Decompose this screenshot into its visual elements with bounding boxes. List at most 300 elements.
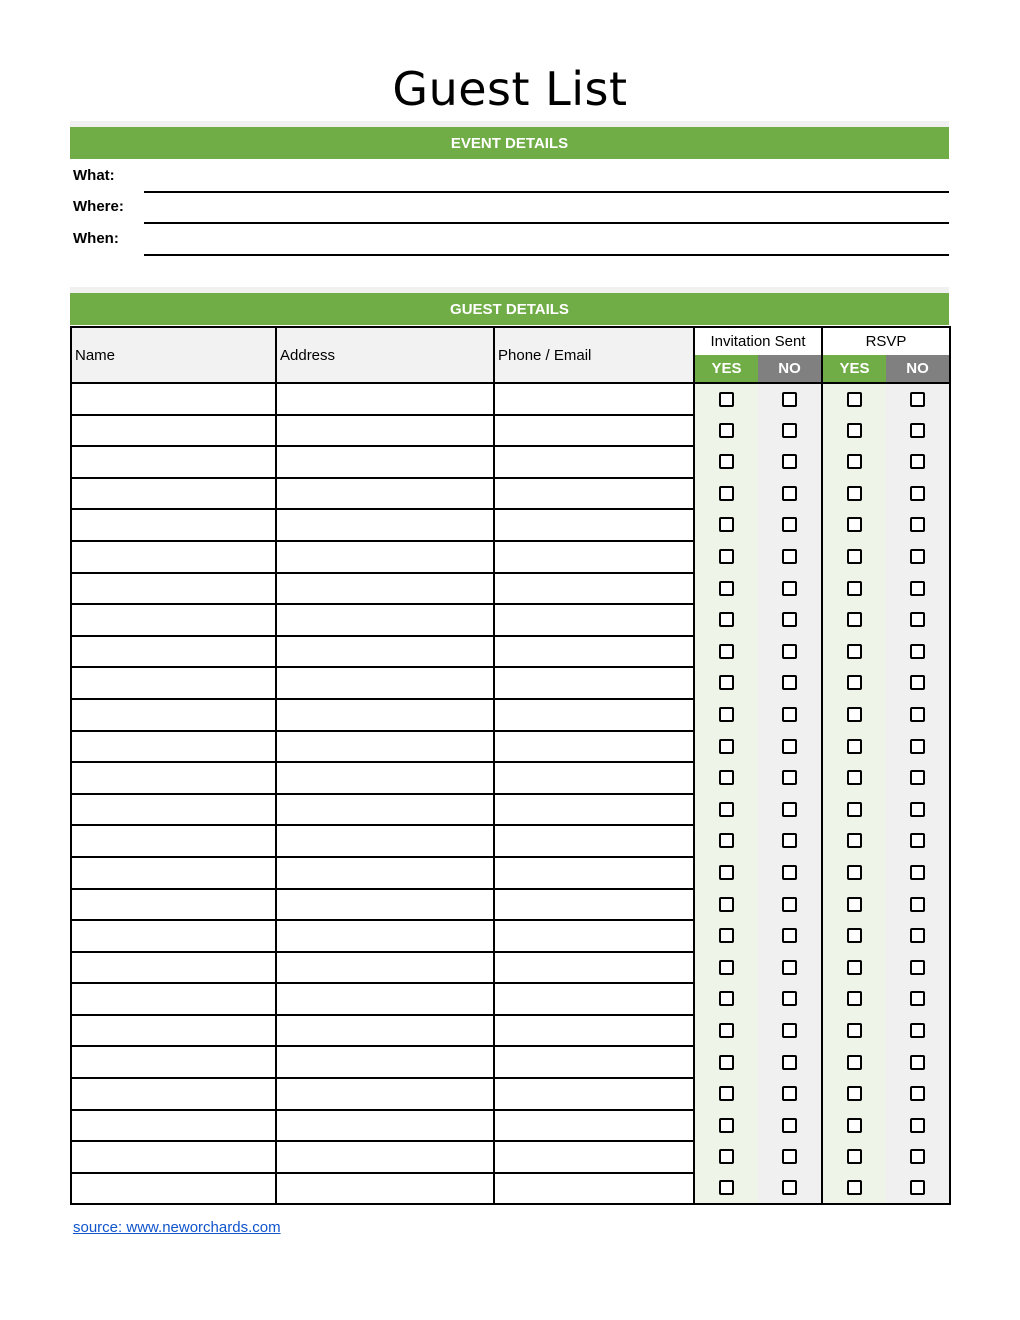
guest-address-cell[interactable]	[276, 478, 494, 510]
guest-phone-email-cell[interactable]	[494, 667, 694, 699]
guest-name-cell[interactable]	[71, 983, 276, 1015]
rsvp-no-checkbox[interactable]	[910, 770, 925, 785]
rsvp-no-cell	[886, 699, 950, 731]
invitation-no-checkbox[interactable]	[782, 1180, 797, 1195]
column-header-invitation-sent: Invitation Sent	[694, 327, 822, 355]
guest-name-cell[interactable]	[71, 857, 276, 889]
guest-name-cell[interactable]	[71, 1141, 276, 1173]
guest-phone-email-cell[interactable]	[494, 1046, 694, 1078]
invitation-yes-checkbox[interactable]	[719, 1180, 734, 1195]
rsvp-no-checkbox[interactable]	[910, 1023, 925, 1038]
invitation-no-checkbox[interactable]	[782, 770, 797, 785]
rsvp-yes-checkbox[interactable]	[847, 928, 862, 943]
invitation-no-cell	[758, 889, 822, 921]
rsvp-yes-cell	[822, 1173, 886, 1205]
rsvp-no-checkbox[interactable]	[910, 517, 925, 532]
rsvp-yes-cell	[822, 383, 886, 415]
invitation-yes-checkbox[interactable]	[719, 486, 734, 501]
invitation-yes-checkbox[interactable]	[719, 549, 734, 564]
invitation-yes-checkbox[interactable]	[719, 675, 734, 690]
where-label: Where:	[73, 198, 124, 215]
invitation-yes-checkbox[interactable]	[719, 770, 734, 785]
rsvp-yes-checkbox[interactable]	[847, 1118, 862, 1133]
invitation-no-cell	[758, 699, 822, 731]
rsvp-no-cell	[886, 1015, 950, 1047]
invitation-yes-cell	[694, 983, 758, 1015]
invitation-yes-checkbox[interactable]	[719, 612, 734, 627]
rsvp-no-checkbox[interactable]	[910, 1055, 925, 1070]
rsvp-yes-checkbox[interactable]	[847, 960, 862, 975]
invitation-yes-checkbox[interactable]	[719, 454, 734, 469]
table-row	[71, 699, 950, 731]
guest-name-cell[interactable]	[71, 825, 276, 857]
guest-address-cell[interactable]	[276, 383, 494, 415]
guest-phone-email-cell[interactable]	[494, 889, 694, 921]
guest-address-cell[interactable]	[276, 541, 494, 573]
invitation-yes-cell	[694, 1173, 758, 1205]
rsvp-yes-checkbox[interactable]	[847, 423, 862, 438]
table-row	[71, 1078, 950, 1110]
guest-name-cell[interactable]	[71, 952, 276, 984]
guest-address-cell[interactable]	[276, 794, 494, 826]
invitation-no-checkbox[interactable]	[782, 392, 797, 407]
invitation-no-cell	[758, 667, 822, 699]
invitation-yes-cell	[694, 1078, 758, 1110]
guest-name-cell[interactable]	[71, 1015, 276, 1047]
rsvp-no-checkbox[interactable]	[910, 1118, 925, 1133]
rsvp-no-cell	[886, 952, 950, 984]
invitation-no-cell	[758, 1078, 822, 1110]
guest-name-cell[interactable]	[71, 573, 276, 605]
invitation-yes-cell	[694, 604, 758, 636]
what-field[interactable]	[144, 165, 949, 193]
guest-address-cell[interactable]	[276, 667, 494, 699]
rsvp-no-cell	[886, 731, 950, 763]
invitation-yes-checkbox[interactable]	[719, 865, 734, 880]
guest-phone-email-cell[interactable]	[494, 573, 694, 605]
guest-address-cell[interactable]	[276, 857, 494, 889]
table-row	[71, 794, 950, 826]
invitation-no-checkbox[interactable]	[782, 960, 797, 975]
rsvp-yes-checkbox[interactable]	[847, 392, 862, 407]
table-row	[71, 541, 950, 573]
invitation-no-checkbox[interactable]	[782, 833, 797, 848]
invitation-no-checkbox[interactable]	[782, 928, 797, 943]
invitation-no-checkbox[interactable]	[782, 1086, 797, 1101]
guest-name-cell[interactable]	[71, 509, 276, 541]
guest-address-cell[interactable]	[276, 509, 494, 541]
table-row	[71, 983, 950, 1015]
table-row	[71, 604, 950, 636]
rsvp-yes-checkbox[interactable]	[847, 833, 862, 848]
rsvp-no-cell	[886, 983, 950, 1015]
guest-name-cell[interactable]	[71, 1078, 276, 1110]
rsvp-no-cell	[886, 573, 950, 605]
table-row	[71, 1173, 950, 1205]
invitation-yes-checkbox[interactable]	[719, 739, 734, 754]
rsvp-yes-checkbox[interactable]	[847, 1023, 862, 1038]
rsvp-no-checkbox[interactable]	[910, 644, 925, 659]
table-row	[71, 446, 950, 478]
rsvp-yes-checkbox[interactable]	[847, 486, 862, 501]
guest-address-cell[interactable]	[276, 1141, 494, 1173]
rsvp-yes-checkbox[interactable]	[847, 739, 862, 754]
invitation-no-checkbox[interactable]	[782, 991, 797, 1006]
rsvp-no-checkbox[interactable]	[910, 1180, 925, 1195]
rsvp-yes-checkbox[interactable]	[847, 581, 862, 596]
rsvp-no-header: NO	[886, 355, 950, 383]
rsvp-yes-checkbox[interactable]	[847, 865, 862, 880]
invitation-yes-checkbox[interactable]	[719, 1086, 734, 1101]
invitation-yes-cell	[694, 478, 758, 510]
guest-phone-email-cell[interactable]	[494, 794, 694, 826]
rsvp-yes-cell	[822, 920, 886, 952]
invitation-no-checkbox[interactable]	[782, 612, 797, 627]
rsvp-no-cell	[886, 794, 950, 826]
guest-address-cell[interactable]	[276, 889, 494, 921]
invitation-yes-checkbox[interactable]	[719, 897, 734, 912]
table-row	[71, 1110, 950, 1142]
invitation-yes-cell	[694, 952, 758, 984]
table-row	[71, 952, 950, 984]
invitation-no-cell	[758, 1141, 822, 1173]
rsvp-no-cell	[886, 446, 950, 478]
guest-phone-email-cell[interactable]	[494, 1015, 694, 1047]
invitation-yes-checkbox[interactable]	[719, 707, 734, 722]
rsvp-no-checkbox[interactable]	[910, 928, 925, 943]
invitation-yes-checkbox[interactable]	[719, 802, 734, 817]
invitation-yes-cell	[694, 636, 758, 668]
invitation-yes-cell	[694, 920, 758, 952]
rsvp-no-cell	[886, 1078, 950, 1110]
invitation-no-cell	[758, 1015, 822, 1047]
invitation-yes-checkbox[interactable]	[719, 517, 734, 532]
invitation-no-checkbox[interactable]	[782, 454, 797, 469]
invitation-no-checkbox[interactable]	[782, 423, 797, 438]
rsvp-yes-checkbox[interactable]	[847, 612, 862, 627]
guest-address-cell[interactable]	[276, 1046, 494, 1078]
guest-phone-email-cell[interactable]	[494, 731, 694, 763]
guest-name-cell[interactable]	[71, 478, 276, 510]
guest-phone-email-cell[interactable]	[494, 636, 694, 668]
rsvp-yes-checkbox[interactable]	[847, 1055, 862, 1070]
rsvp-yes-cell	[822, 762, 886, 794]
guest-address-cell[interactable]	[276, 920, 494, 952]
invitation-yes-checkbox[interactable]	[719, 928, 734, 943]
rsvp-yes-cell	[822, 825, 886, 857]
invitation-yes-checkbox[interactable]	[719, 1149, 734, 1164]
invitation-no-checkbox[interactable]	[782, 802, 797, 817]
rsvp-no-checkbox[interactable]	[910, 612, 925, 627]
guest-name-cell[interactable]	[71, 1046, 276, 1078]
rsvp-yes-cell	[822, 541, 886, 573]
when-label: When:	[73, 230, 119, 247]
table-row	[71, 636, 950, 668]
rsvp-yes-checkbox[interactable]	[847, 675, 862, 690]
table-row	[71, 857, 950, 889]
source-link[interactable]: source: www.neworchards.com	[73, 1219, 281, 1236]
column-header-address: Address	[276, 327, 494, 383]
rsvp-yes-cell	[822, 1015, 886, 1047]
rsvp-no-checkbox[interactable]	[910, 960, 925, 975]
guest-address-cell[interactable]	[276, 762, 494, 794]
guest-phone-email-cell[interactable]	[494, 857, 694, 889]
guest-phone-email-cell[interactable]	[494, 446, 694, 478]
invitation-no-cell	[758, 509, 822, 541]
invitation-no-checkbox[interactable]	[782, 1118, 797, 1133]
rsvp-no-cell	[886, 1110, 950, 1142]
invitation-no-cell	[758, 794, 822, 826]
guest-name-cell[interactable]	[71, 415, 276, 447]
guest-address-cell[interactable]	[276, 825, 494, 857]
invitation-no-checkbox[interactable]	[782, 517, 797, 532]
invitation-no-checkbox[interactable]	[782, 486, 797, 501]
guest-phone-email-cell[interactable]	[494, 699, 694, 731]
guest-phone-email-cell[interactable]	[494, 383, 694, 415]
invitation-no-cell	[758, 383, 822, 415]
rsvp-no-cell	[886, 825, 950, 857]
rsvp-yes-cell	[822, 731, 886, 763]
guest-phone-email-cell[interactable]	[494, 1173, 694, 1205]
guest-address-cell[interactable]	[276, 1110, 494, 1142]
rsvp-yes-checkbox[interactable]	[847, 644, 862, 659]
invitation-no-cell	[758, 541, 822, 573]
table-row	[71, 762, 950, 794]
invitation-yes-cell	[694, 446, 758, 478]
rsvp-no-cell	[886, 920, 950, 952]
guest-name-cell[interactable]	[71, 541, 276, 573]
guest-phone-email-cell[interactable]	[494, 825, 694, 857]
guest-name-cell[interactable]	[71, 1110, 276, 1142]
table-row	[71, 1141, 950, 1173]
table-row	[71, 383, 950, 415]
guest-address-cell[interactable]	[276, 1015, 494, 1047]
rsvp-no-checkbox[interactable]	[910, 739, 925, 754]
invitation-no-checkbox[interactable]	[782, 675, 797, 690]
rsvp-no-checkbox[interactable]	[910, 454, 925, 469]
invitation-yes-cell	[694, 573, 758, 605]
invitation-yes-cell	[694, 1110, 758, 1142]
column-header-rsvp: RSVP	[822, 327, 950, 355]
when-row	[70, 226, 949, 256]
invitation-yes-cell	[694, 857, 758, 889]
invitation-no-cell	[758, 1110, 822, 1142]
guest-table	[70, 326, 951, 1205]
rsvp-yes-checkbox[interactable]	[847, 1180, 862, 1195]
where-field[interactable]	[144, 196, 949, 224]
guest-address-cell[interactable]	[276, 1173, 494, 1205]
rsvp-no-checkbox[interactable]	[910, 675, 925, 690]
rsvp-yes-checkbox[interactable]	[847, 1149, 862, 1164]
rsvp-yes-cell	[822, 573, 886, 605]
invitation-no-checkbox[interactable]	[782, 549, 797, 564]
guest-name-cell[interactable]	[71, 383, 276, 415]
guest-address-cell[interactable]	[276, 636, 494, 668]
invitation-no-cell	[758, 604, 822, 636]
invitation-no-cell	[758, 415, 822, 447]
guest-phone-email-cell[interactable]	[494, 541, 694, 573]
table-row	[71, 415, 950, 447]
guest-name-cell[interactable]	[71, 920, 276, 952]
rsvp-yes-checkbox[interactable]	[847, 802, 862, 817]
when-field[interactable]	[144, 228, 949, 256]
page-title: Guest List	[392, 62, 628, 116]
invitation-yes-cell	[694, 415, 758, 447]
invitation-yes-checkbox[interactable]	[719, 581, 734, 596]
guest-phone-email-cell[interactable]	[494, 509, 694, 541]
rsvp-no-checkbox[interactable]	[910, 581, 925, 596]
invitation-yes-checkbox[interactable]	[719, 960, 734, 975]
guest-phone-email-cell[interactable]	[494, 1110, 694, 1142]
invitation-no-checkbox[interactable]	[782, 865, 797, 880]
guest-name-cell[interactable]	[71, 731, 276, 763]
rsvp-no-cell	[886, 509, 950, 541]
guest-phone-email-cell[interactable]	[494, 920, 694, 952]
guest-address-cell[interactable]	[276, 699, 494, 731]
column-header-phone-email: Phone / Email	[494, 327, 694, 383]
rsvp-no-checkbox[interactable]	[910, 423, 925, 438]
guest-address-cell[interactable]	[276, 731, 494, 763]
invitation-no-cell	[758, 573, 822, 605]
rsvp-no-cell	[886, 857, 950, 889]
rsvp-yes-cell	[822, 667, 886, 699]
invitation-yes-cell	[694, 1141, 758, 1173]
rsvp-yes-cell	[822, 1141, 886, 1173]
rsvp-no-cell	[886, 383, 950, 415]
invitation-no-cell	[758, 1046, 822, 1078]
invitation-no-checkbox[interactable]	[782, 581, 797, 596]
guest-name-cell[interactable]	[71, 699, 276, 731]
guest-name-cell[interactable]	[71, 667, 276, 699]
rsvp-no-cell	[886, 1046, 950, 1078]
rsvp-yes-cell	[822, 983, 886, 1015]
guest-name-cell[interactable]	[71, 636, 276, 668]
rsvp-yes-checkbox[interactable]	[847, 517, 862, 532]
guest-phone-email-cell[interactable]	[494, 1141, 694, 1173]
guest-phone-email-cell[interactable]	[494, 415, 694, 447]
guest-phone-email-cell[interactable]	[494, 983, 694, 1015]
invitation-yes-checkbox[interactable]	[719, 991, 734, 1006]
invitation-yes-cell	[694, 1015, 758, 1047]
guest-address-cell[interactable]	[276, 604, 494, 636]
invitation-yes-cell	[694, 889, 758, 921]
invitation-yes-cell	[694, 1046, 758, 1078]
rsvp-yes-checkbox[interactable]	[847, 1086, 862, 1101]
rsvp-yes-checkbox[interactable]	[847, 707, 862, 722]
invitation-yes-checkbox[interactable]	[719, 644, 734, 659]
guest-name-cell[interactable]	[71, 889, 276, 921]
invitation-no-checkbox[interactable]	[782, 644, 797, 659]
guest-address-cell[interactable]	[276, 1078, 494, 1110]
guest-address-cell[interactable]	[276, 446, 494, 478]
guest-name-cell[interactable]	[71, 446, 276, 478]
invitation-yes-cell	[694, 509, 758, 541]
invitation-yes-checkbox[interactable]	[719, 423, 734, 438]
rsvp-yes-checkbox[interactable]	[847, 549, 862, 564]
guest-phone-email-cell[interactable]	[494, 952, 694, 984]
guest-phone-email-cell[interactable]	[494, 1078, 694, 1110]
invitation-no-checkbox[interactable]	[782, 739, 797, 754]
rsvp-no-cell	[886, 636, 950, 668]
rsvp-no-checkbox[interactable]	[910, 897, 925, 912]
rsvp-no-checkbox[interactable]	[910, 802, 925, 817]
guest-address-cell[interactable]	[276, 952, 494, 984]
invitation-no-header: NO	[758, 355, 822, 383]
rsvp-yes-cell	[822, 699, 886, 731]
invitation-no-checkbox[interactable]	[782, 707, 797, 722]
guest-address-cell[interactable]	[276, 573, 494, 605]
rsvp-yes-checkbox[interactable]	[847, 991, 862, 1006]
guest-name-cell[interactable]	[71, 1173, 276, 1205]
invitation-yes-checkbox[interactable]	[719, 392, 734, 407]
rsvp-no-checkbox[interactable]	[910, 833, 925, 848]
rsvp-no-checkbox[interactable]	[910, 486, 925, 501]
table-row	[71, 920, 950, 952]
rsvp-no-checkbox[interactable]	[910, 1086, 925, 1101]
invitation-yes-checkbox[interactable]	[719, 1055, 734, 1070]
rsvp-no-checkbox[interactable]	[910, 991, 925, 1006]
rsvp-no-checkbox[interactable]	[910, 1149, 925, 1164]
invitation-yes-cell	[694, 762, 758, 794]
rsvp-no-checkbox[interactable]	[910, 549, 925, 564]
invitation-yes-checkbox[interactable]	[719, 833, 734, 848]
guest-address-cell[interactable]	[276, 415, 494, 447]
rsvp-yes-cell	[822, 478, 886, 510]
invitation-yes-checkbox[interactable]	[719, 1118, 734, 1133]
rsvp-no-cell	[886, 1173, 950, 1205]
invitation-no-checkbox[interactable]	[782, 1023, 797, 1038]
guest-name-cell[interactable]	[71, 794, 276, 826]
guest-name-cell[interactable]	[71, 604, 276, 636]
rsvp-yes-cell	[822, 604, 886, 636]
table-row	[71, 667, 950, 699]
rsvp-yes-checkbox[interactable]	[847, 770, 862, 785]
rsvp-no-checkbox[interactable]	[910, 392, 925, 407]
invitation-yes-cell	[694, 825, 758, 857]
rsvp-yes-cell	[822, 446, 886, 478]
guest-phone-email-cell[interactable]	[494, 604, 694, 636]
invitation-no-checkbox[interactable]	[782, 897, 797, 912]
rsvp-yes-cell	[822, 1046, 886, 1078]
invitation-yes-cell	[694, 794, 758, 826]
column-header-name: Name	[71, 327, 276, 383]
invitation-no-cell	[758, 952, 822, 984]
table-row	[71, 573, 950, 605]
invitation-no-checkbox[interactable]	[782, 1055, 797, 1070]
rsvp-yes-checkbox[interactable]	[847, 897, 862, 912]
invitation-no-cell	[758, 446, 822, 478]
table-row	[71, 889, 950, 921]
guest-address-cell[interactable]	[276, 983, 494, 1015]
guest-name-cell[interactable]	[71, 762, 276, 794]
what-label: What:	[73, 167, 115, 184]
rsvp-yes-cell	[822, 1110, 886, 1142]
guest-phone-email-cell[interactable]	[494, 762, 694, 794]
guest-details-heading: GUEST DETAILS	[70, 293, 949, 325]
invitation-no-cell	[758, 983, 822, 1015]
invitation-no-checkbox[interactable]	[782, 1149, 797, 1164]
rsvp-yes-checkbox[interactable]	[847, 454, 862, 469]
guest-phone-email-cell[interactable]	[494, 478, 694, 510]
rsvp-no-checkbox[interactable]	[910, 707, 925, 722]
invitation-yes-cell	[694, 667, 758, 699]
rsvp-no-cell	[886, 1141, 950, 1173]
invitation-no-cell	[758, 920, 822, 952]
table-row	[71, 1046, 950, 1078]
rsvp-no-checkbox[interactable]	[910, 865, 925, 880]
rsvp-no-cell	[886, 478, 950, 510]
invitation-yes-checkbox[interactable]	[719, 1023, 734, 1038]
